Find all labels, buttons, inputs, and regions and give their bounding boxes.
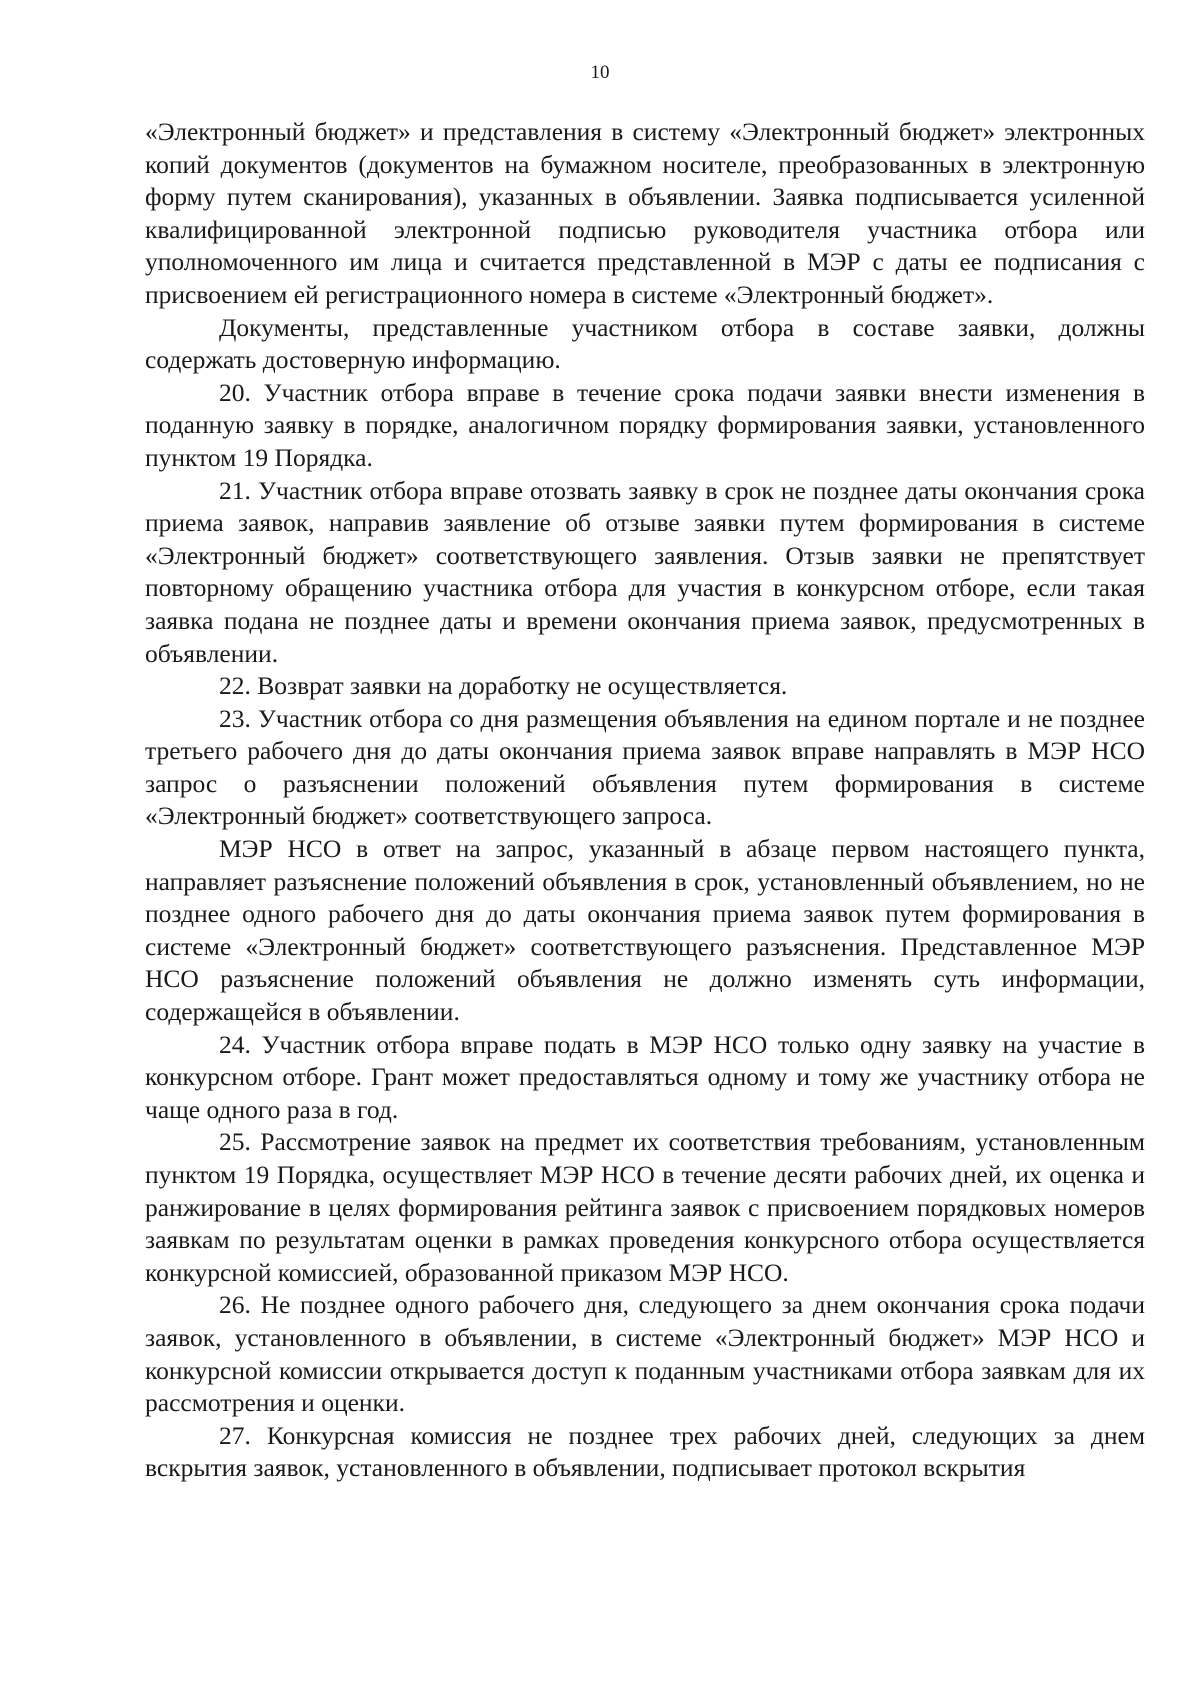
paragraph-continuation: «Электронный бюджет» и представления в систему «Электронный бюджет» электронных копий документов (документов на бумажном носителе, преобразованных в электронную форму путем сканирования), указанных в объявлении. Заявка подписывается усиленной квалифицированной электронной подписью руководителя участника отбора или уполномоченного им лица и считается представленной в МЭР с даты ее подписания с присвоением ей регистрационного номера в системе «Электронный бюджет». (145, 117, 1145, 309)
paragraph-item-25: 25. Рассмотрение заявок на предмет их соответствия требованиям, установленным пунктом 19 Порядка, осуществляет МЭР НСО в течение десяти рабочих дней, их оценка и ранжирование в целях формирования рейтинга заявок с присвоением порядковых номеров заявкам по результатам оценки в рамках проведения конкурсного отбора осуществляется конкурсной комиссией, образованной приказом МЭР НСО. (145, 1127, 1145, 1287)
paragraph-item-22: 22. Возврат заявки на доработку не осуществляется. (219, 671, 788, 701)
document-body (145, 116, 1145, 1485)
paragraph-item-26: 26. Не позднее одного рабочего дня, следующего за днем окончания срока подачи заявок, установленного в объявлении, в системе «Электронный бюджет» МЭР НСО и конкурсной комиссии открывается доступ к поданным участниками отбора заявкам для их рассмотрения и оценки. (145, 1290, 1145, 1418)
paragraph-item-24: 24. Участник отбора вправе подать в МЭР НСО только одну заявку на участие в конкурсном отборе. Грант может предоставляться одному и тому же участнику отбора не чаще одного раза в год. (145, 1029, 1145, 1124)
paragraph-item-27: 27. Конкурсная комиссия не позднее трех рабочих дней, следующих за днем вскрытия заявок, установленного в объявлении, подписывает протокол вскрытия (145, 1420, 1145, 1483)
paragraph-item-20: 20. Участник отбора вправе в течение срока подачи заявки внести изменения в поданную заявку в порядке, аналогичном порядку формирования заявки, установленного пунктом 19 Порядка. (145, 377, 1145, 472)
paragraph-item-23: 23. Участник отбора со дня размещения объявления на едином портале и не позднее третьего рабочего дня до даты окончания приема заявок вправе направлять в МЭР НСО запрос о разъяснении положений объявления путем формирования в системе «Электронный бюджет» соответствующего запроса. (145, 703, 1145, 831)
paragraph-item-23-response: МЭР НСО в ответ на запрос, указанный в абзаце первом настоящего пункта, направляет разъяснение положений объявления в срок, установленный объявлением, но не позднее одного рабочего дня до даты окончания приема заявок путем формирования в системе «Электронный бюджет» соответствующего разъяснения. Представленное МЭР НСО разъяснение положений объявления не должно изменять суть информации, содержащейся в объявлении. (145, 834, 1145, 1027)
paragraph-item-21: 21. Участник отбора вправе отозвать заявку в срок не позднее даты окончания срока приема заявок, направив заявление об отзыве заявки путем формирования в системе «Электронный бюджет» соответствующего заявления. Отзыв заявки не препятствует повторному обращению участника отбора для участия в конкурсном отборе, если такая заявка подана не позднее даты и времени окончания приема заявок, предусмотренных в объявлении. (145, 475, 1145, 668)
paragraph-documents-reliability: Документы, представленные участником отбора в составе заявки, должны содержать достоверную информацию. (145, 312, 1145, 375)
page-number: 10 (590, 62, 610, 83)
